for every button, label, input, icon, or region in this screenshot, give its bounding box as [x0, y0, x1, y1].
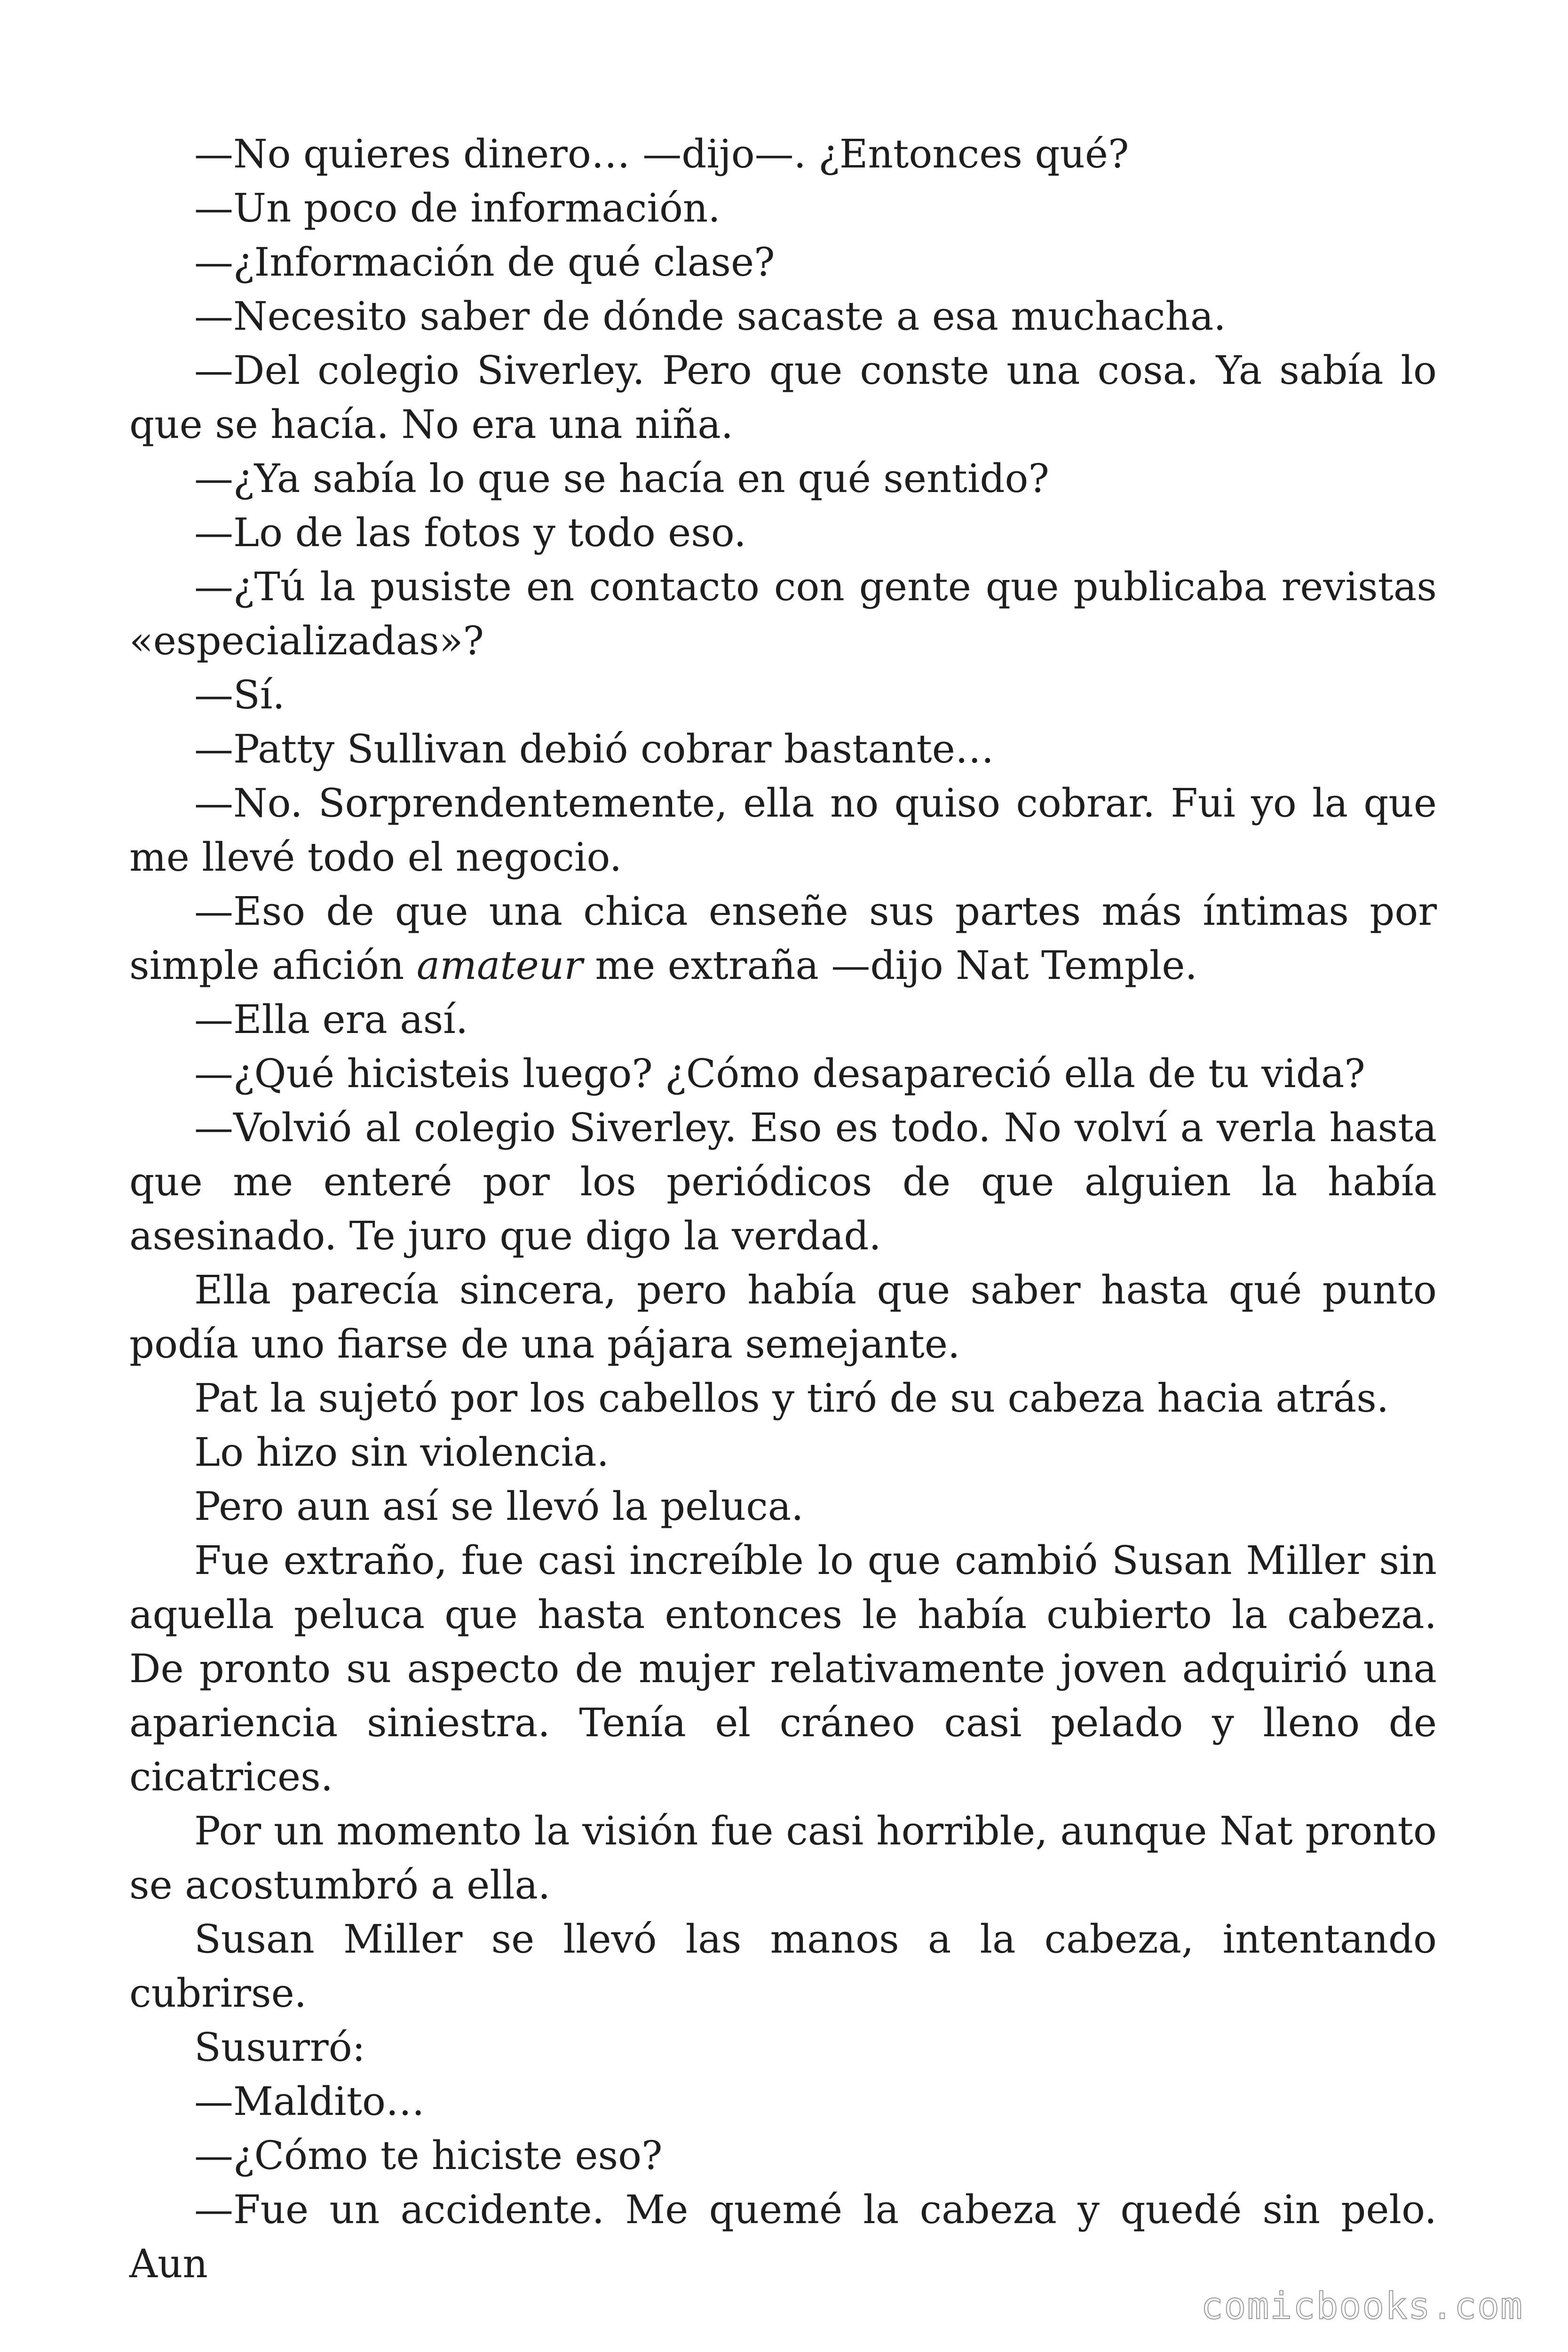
text-run: —No quieres dinero… —dijo—. ¿Entonces qué?: [194, 131, 1129, 177]
text-run: —Volvió al colegio Siverley. Eso es todo. No volví a verla hasta que me enteré por los periódicos de que alguien la había asesinado. Te juro que digo la verdad.: [129, 1105, 1437, 1259]
body-text: [129, 127, 1437, 2291]
text-run: —¿Cómo te hiciste eso?: [194, 2133, 663, 2178]
text-run: —¿Información de qué clase?: [194, 239, 775, 285]
italic-text: amateur: [416, 943, 583, 988]
text-run: —Maldito…: [194, 2079, 425, 2124]
text-run: —Sí.: [194, 672, 285, 718]
text-run: Susan Miller se llevó las manos a la cabeza, intentando cubrirse.: [129, 1916, 1437, 2016]
paragraph: [129, 1479, 1437, 1534]
paragraph: [129, 2183, 1437, 2291]
paragraph: [129, 1047, 1437, 1101]
paragraph: [129, 2074, 1437, 2129]
text-run: —Ella era así.: [194, 997, 468, 1042]
text-run: —Fue un accidente. Me quemé la cabeza y quedé sin pelo. Aun: [129, 2187, 1437, 2287]
text-run: —Del colegio Siverley. Pero que conste una cosa. Ya sabía lo que se hacía. No era una niña.: [129, 348, 1437, 447]
paragraph: [129, 1263, 1437, 1371]
paragraph: [129, 2020, 1437, 2074]
text-run: —¿Qué hicisteis luego? ¿Cómo desapareció ella de tu vida?: [194, 1051, 1365, 1097]
paragraph: [129, 668, 1437, 722]
paragraph: [129, 2129, 1437, 2183]
text-run: Por un momento la visión fue casi horrible, aunque Nat pronto se acostumbró a ella.: [129, 1808, 1437, 1908]
text-run: —Necesito saber de dónde sacaste a esa muchacha.: [194, 294, 1226, 339]
text-run: —Eso de que una chica enseñe sus partes más íntimas por simple afición: [129, 889, 1437, 988]
text-run: —¿Tú la pusiste en contacto con gente que publicaba revistas «especializadas»?: [129, 564, 1437, 664]
paragraph: [129, 993, 1437, 1047]
text-run: Lo hizo sin violencia.: [194, 1430, 609, 1475]
paragraph: [129, 289, 1437, 343]
paragraph: [129, 1101, 1437, 1263]
paragraph: [129, 1804, 1437, 1912]
text-run: Pero aun así se llevó la peluca.: [194, 1484, 804, 1529]
text-run: —Un poco de información.: [194, 185, 721, 231]
text-run: Susurró:: [194, 2025, 365, 2070]
paragraph: [129, 181, 1437, 235]
paragraph: [129, 1534, 1437, 1804]
text-run: Pat la sujetó por los cabellos y tiró de su cabeza hacia atrás.: [194, 1375, 1389, 1421]
paragraph: [129, 127, 1437, 181]
text-run: —No. Sorprendentemente, ella no quiso cobrar. Fui yo la que me llevé todo el negocio.: [129, 780, 1437, 880]
paragraph: [129, 506, 1437, 560]
text-run: —¿Ya sabía lo que se hacía en qué sentido?: [194, 456, 1049, 501]
paragraph: [129, 884, 1437, 993]
paragraph: [129, 776, 1437, 884]
text-run: Fue extraño, fue casi increíble lo que cambió Susan Miller sin aquella peluca que hasta entonces le había cubierto la cabeza. De pronto su aspecto de mujer relativamente joven adquirió una apariencia siniestra. Tenía el cráneo casi pelado y lleno de cicatrices.: [129, 1538, 1437, 1800]
paragraph: [129, 1425, 1437, 1479]
paragraph: [129, 1371, 1437, 1425]
paragraph: [129, 722, 1437, 776]
paragraph: [129, 1912, 1437, 2020]
text-run: —Lo de las fotos y todo eso.: [194, 510, 746, 556]
paragraph: [129, 560, 1437, 668]
watermark: comicbooks.com: [1201, 2285, 1523, 2328]
paragraph: [129, 343, 1437, 452]
text-run: me extraña —dijo Nat Temple.: [583, 943, 1197, 988]
text-run: Ella parecía sincera, pero había que saber hasta qué punto podía uno fiarse de una pájara semejante.: [129, 1267, 1437, 1367]
text-run: —Patty Sullivan debió cobrar bastante…: [194, 726, 994, 772]
paragraph: [129, 452, 1437, 506]
paragraph: [129, 235, 1437, 289]
